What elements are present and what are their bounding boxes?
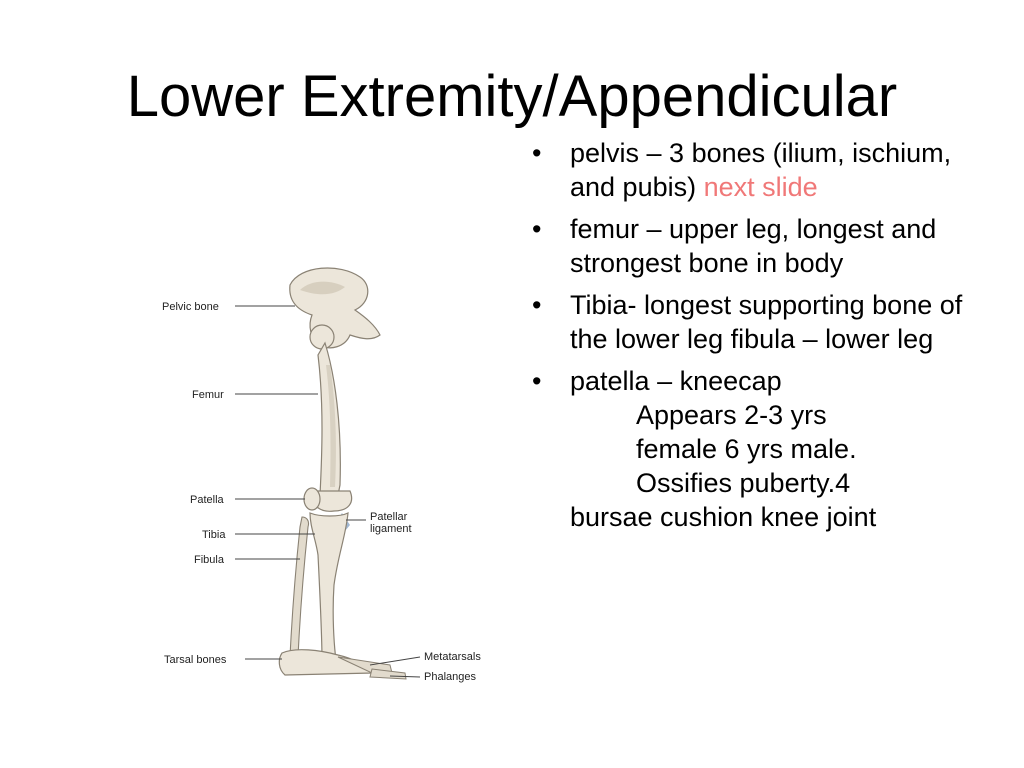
label-femur: Femur (192, 389, 224, 401)
label-patella: Patella (190, 494, 224, 506)
phalanges-shape (370, 669, 406, 679)
bullet-list (530, 136, 970, 542)
bullet-tibia (530, 288, 970, 356)
leg-skeleton-illustration (150, 255, 510, 695)
bullet-marker: • (532, 290, 542, 320)
label-phalanges: Phalanges (424, 671, 476, 683)
label-patellar-ligament-line1: Patellar (370, 511, 408, 523)
pelvic-bone-shape (290, 268, 380, 348)
label-fibula: Fibula (194, 554, 224, 566)
bullet-pelvis-text: pelvis – 3 bones (ilium, ischium, and pubis) (570, 138, 952, 202)
bullet-marker: • (532, 138, 542, 168)
label-tibia: Tibia (202, 529, 226, 541)
label-pelvic-bone: Pelvic bone (162, 301, 219, 313)
patella-shape (304, 488, 320, 510)
bullet-marker: • (532, 366, 542, 396)
bullet-patella-line3: female 6 yrs male. (636, 434, 857, 464)
label-patellar-ligament-line2: ligament (370, 523, 412, 535)
bullet-tibia-text: Tibia- longest supporting bone of the lower leg fibula – lower leg (570, 290, 963, 354)
bullet-marker: • (532, 214, 542, 244)
bullet-patella-line2: Appears 2-3 yrs (636, 400, 827, 430)
bullet-patella-line5: bursae cushion knee joint (570, 502, 877, 532)
tibia-shape (310, 513, 348, 660)
bullet-femur-text: femur – upper leg, longest and strongest bone in body (570, 214, 937, 278)
label-tarsal-bones: Tarsal bones (164, 654, 227, 666)
label-metatarsals: Metatarsals (424, 651, 481, 663)
next-slide-highlight: next slide (703, 172, 818, 202)
bullet-pelvis (530, 136, 970, 204)
femur-head-shape (310, 325, 334, 349)
leg-skeleton-figure (150, 255, 510, 695)
bullet-patella-line1: patella – kneecap (570, 366, 782, 396)
bullet-femur (530, 212, 970, 280)
slide-title: Lower Extremity/Appendicular (126, 64, 898, 129)
bullet-patella-line4: Ossifies puberty.4 (636, 468, 851, 498)
fibula-shape (290, 517, 309, 657)
bullet-patella (530, 364, 970, 534)
